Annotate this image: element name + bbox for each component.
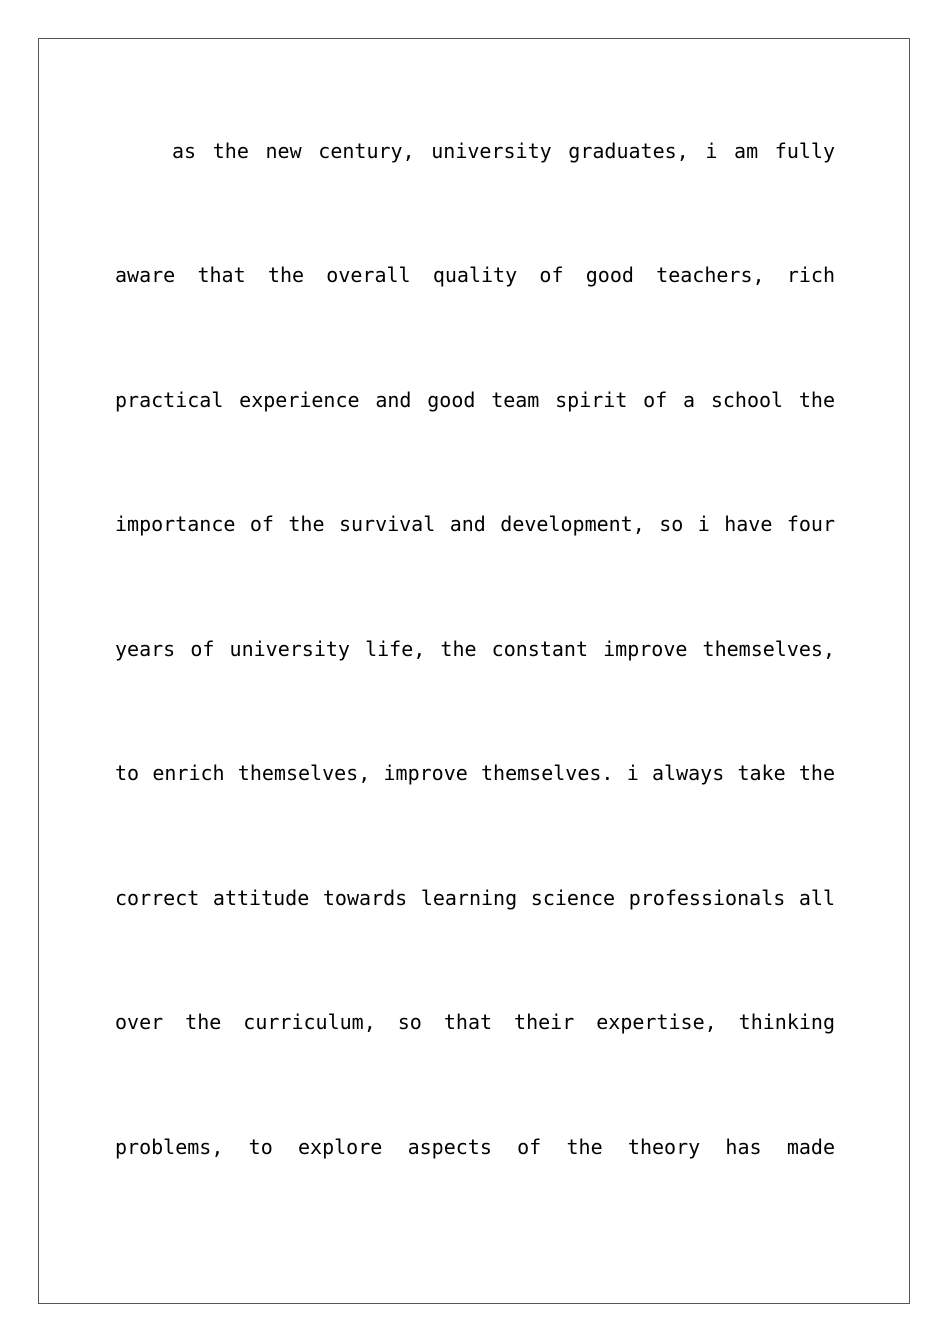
paragraph-line: problems, to explore aspects of the theory has made [115, 1135, 835, 1159]
paragraph-line: practical experience and good team spirit of a school the [115, 388, 835, 412]
page-border [38, 38, 910, 1304]
paragraph-line: to enrich themselves, improve themselves. i always take the [115, 761, 835, 785]
paragraph-line: aware that the overall quality of good teachers, rich [115, 263, 835, 287]
paragraph-line: years of university life, the constant improve themselves, [115, 637, 835, 661]
paragraph-line: correct attitude towards learning science professionals all [115, 886, 835, 910]
paragraph-line: as the new century, university graduates, i am fully [172, 139, 835, 163]
paragraph-line: over the curriculum, so that their expertise, thinking [115, 1010, 835, 1034]
paragraph-line: importance of the survival and development, so i have four [115, 512, 835, 536]
